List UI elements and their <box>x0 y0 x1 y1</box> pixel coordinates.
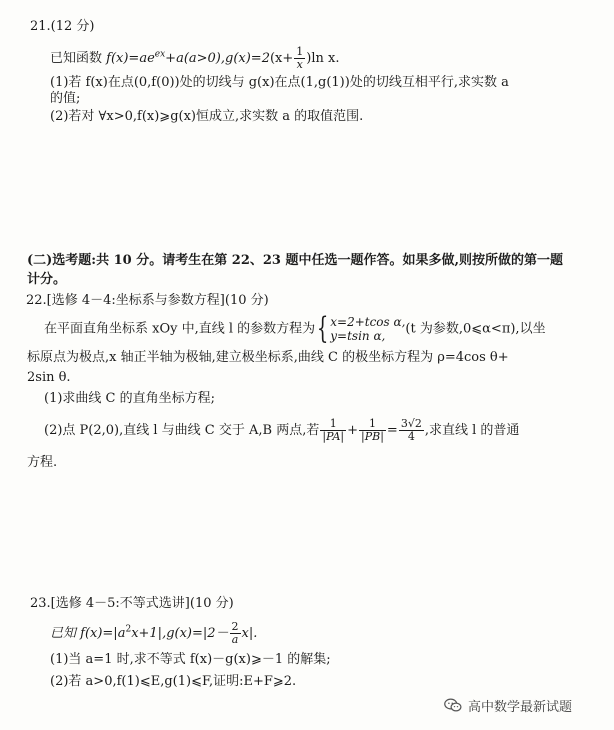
section2-line2: 计分。 <box>27 272 67 287</box>
q21-part1-line1: (1)若 f(x)在点(0,f(0))处的切线与 g(x)在点(1,g(1))处的切线互相平行,求实数 a <box>50 75 509 90</box>
q21-heading: 21.(12 分) <box>30 19 95 34</box>
q22-part2-line2: 方程. <box>27 455 58 470</box>
wechat-icon <box>444 698 462 713</box>
q22-part1: (1)求曲线 C 的直角坐标方程; <box>44 391 216 406</box>
q22-line3: 2sin θ. <box>27 370 71 385</box>
q23-line1: 已知 $f(x)=|a^2x+1|,g(x)=|2-$ $\frac{2}{a}$ x|. <box>50 620 258 646</box>
q23-part2: (2)若 a>0,f(1)⩽E,g(1)⩽F,证明:E+F⩾2. <box>50 674 297 689</box>
section2-line1: (二)选考题:共 10 分。请考生在第 22、23 题中任选一题作答。如果多做,则按所做的第一题 <box>27 253 564 268</box>
q21-part2: (2)若对 ∀x>0,f(x)⩾g(x)恒成立,求实数 a 的取值范围. <box>50 109 364 124</box>
q23-part1: (1)当 a=1 时,求不等式 f(x)－g(x)⩾－1 的解集; <box>50 652 331 667</box>
q22-line1: 在平面直角坐标系 xOy 中,直线 l 的参数方程为{ x=2+tcos α, y=tsin α, (t 为参数,0⩽α<π),以坐 <box>44 311 546 346</box>
q21-part1-line2: 的值; <box>50 91 81 106</box>
q22-part2: (2)点 P(2,0),直线 l 与曲线 C 交于 A,B 两点,若 $\frac{1}{|PA|}$ + $\frac{1}{|PB|}$ = $\frac{3√2}{4}$ ,求直线 l 的普通 <box>44 417 520 443</box>
q22-heading: 22.[选修 4－4:坐标系与参数方程](10 分) <box>26 293 269 308</box>
q21-intro: 已知函数 $f(x)=ae^{ex}+a(a>0),g(x)=2(x+$ $\frac{1}{x}$ )ln x. <box>50 45 340 71</box>
watermark <box>444 696 572 715</box>
watermark-text: 高中数学最新试题 <box>468 700 573 715</box>
q23-heading: 23.[选修 4－5:不等式选讲](10 分) <box>30 596 234 611</box>
q22-line2: 标原点为极点,x 轴正半轴为极轴,建立极坐标系,曲线 C 的极坐标方程为 ρ=4cos θ+ <box>27 350 509 365</box>
parametric-system: x=2+tcos α, y=tsin α, <box>330 315 406 343</box>
